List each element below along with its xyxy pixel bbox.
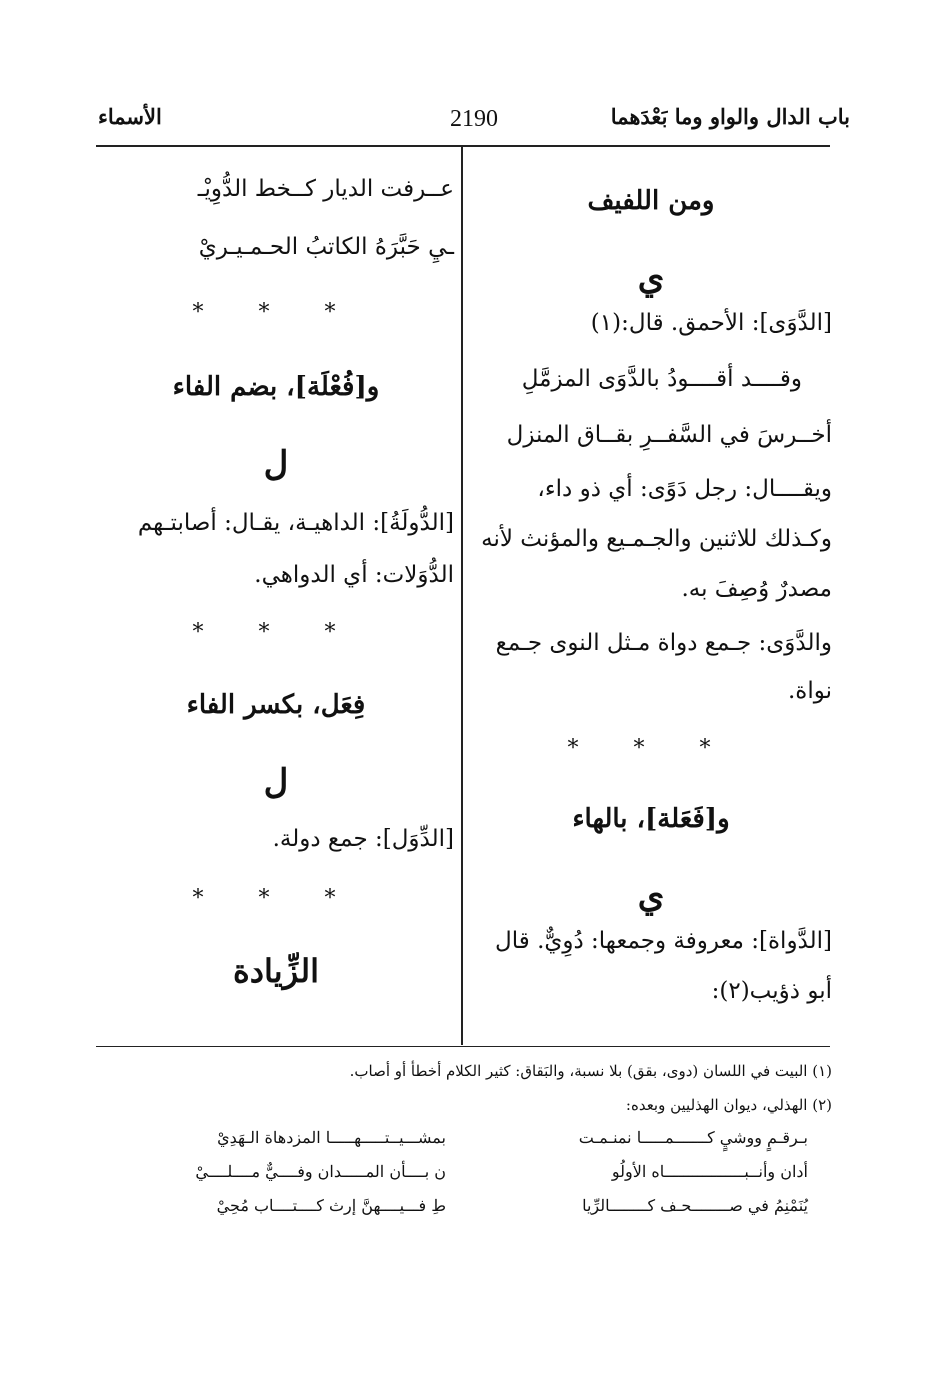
page-number: 2190 — [450, 106, 498, 132]
footnote-verse-right: أدان وأنــبـــــــــــــــــاه الأولُو — [611, 1162, 808, 1181]
footnote-verse-left: ن بــــأن المـــــدان وفــــيٌّ مــــلــــيْ — [195, 1162, 446, 1181]
footnotes — [98, 0, 832, 1374]
entry-line: ويقــــال: رجل دَوًى: أي ذو داء، — [537, 476, 832, 502]
footnote-1: (١) البيت في اللسان (دوى، بقق) بلا نسبة، والبَقاق: كثير الكلام أخطأ أو أصاب. — [349, 1062, 832, 1080]
verse-line: ـيِ حَبَّرَهُ الكاتبُ الحـمـيـريْ — [198, 234, 454, 260]
section-name: الأسماء — [98, 104, 162, 129]
footnote-verse-left: بمشـــيــتـــــهـــــا المزدهاة الـهَدِيْ — [217, 1128, 446, 1147]
chapter-title: باب الدال والواو وما بَعْدَهما — [610, 104, 850, 129]
root-letter-lam: ل — [263, 444, 289, 484]
heading-fial: فِعَل، بكسر الفاء — [186, 690, 366, 720]
section-separator: * * * — [567, 736, 735, 761]
footnote-verse-right: يُنَمْنِمُ في صــــــــحـف كــــــــالرِّيا — [582, 1196, 808, 1215]
entry-line: [الدَّوَى]: الأحمق. قال:(١) — [590, 310, 832, 336]
root-letter-lam: ل — [263, 762, 289, 802]
footnote-verse-left: طِ فـــيــــهنَّ إرث كــــتــــاب مُحِيْ — [216, 1196, 446, 1215]
entry-line: أبو ذؤيب(٢): — [711, 978, 832, 1004]
entry-line: [الدَّواة]: معروفة وجمعها: دُوِيٌّ. قال — [495, 928, 832, 954]
entry-line: [الدِّوَل]: جمع دولة. — [272, 826, 454, 852]
entry-line: نواة. — [787, 678, 832, 704]
section-separator: * * * — [192, 620, 360, 645]
entry-line: [الدُّولَةُ]: الداهيـة، يقـال: أصابتـهم — [137, 510, 454, 536]
section-separator: * * * — [192, 300, 360, 325]
heading-lafif: ومن اللفيف — [587, 186, 715, 216]
entry-line: وكـذلك للاثنين والجـمـيع والمؤنث لأنه — [481, 526, 832, 552]
footnote-2: (٢) الهذلي، ديوان الهذليين وبعده: — [625, 1096, 832, 1114]
verse-line: وقــــد أقــــودُ بالدَّوَى المزمَّلِ — [521, 366, 802, 392]
root-letter-ya: ي — [637, 876, 665, 916]
footnote-verse-right: بـرقـمٍ ووشيٍ كـــــــمـــــا نمنـمـت — [578, 1128, 808, 1147]
entry-line: مصدرٌ وُصِفَ به. — [681, 576, 832, 602]
verse-line: أخــرسَ في السَّفــرِ بقــاق المنزل — [506, 422, 832, 448]
entry-line: والدَّوَى: جـمع دواة مـثل النوى جـمع — [495, 630, 832, 656]
root-letter-ya: ي — [637, 258, 665, 298]
section-separator: * * * — [192, 886, 360, 911]
heading-faala: و[فَعَلة]، بالهاء — [572, 804, 730, 834]
entry-line: الدُّوَلات: أي الدواهي. — [254, 562, 454, 588]
verse-line: عــرفت الديار كــخط الدُّوِيْـ — [197, 176, 454, 202]
heading-ziyada: الزِّيادة — [233, 952, 319, 990]
heading-fula: و[فُعْلَة]، بضم الفاء — [172, 372, 380, 402]
